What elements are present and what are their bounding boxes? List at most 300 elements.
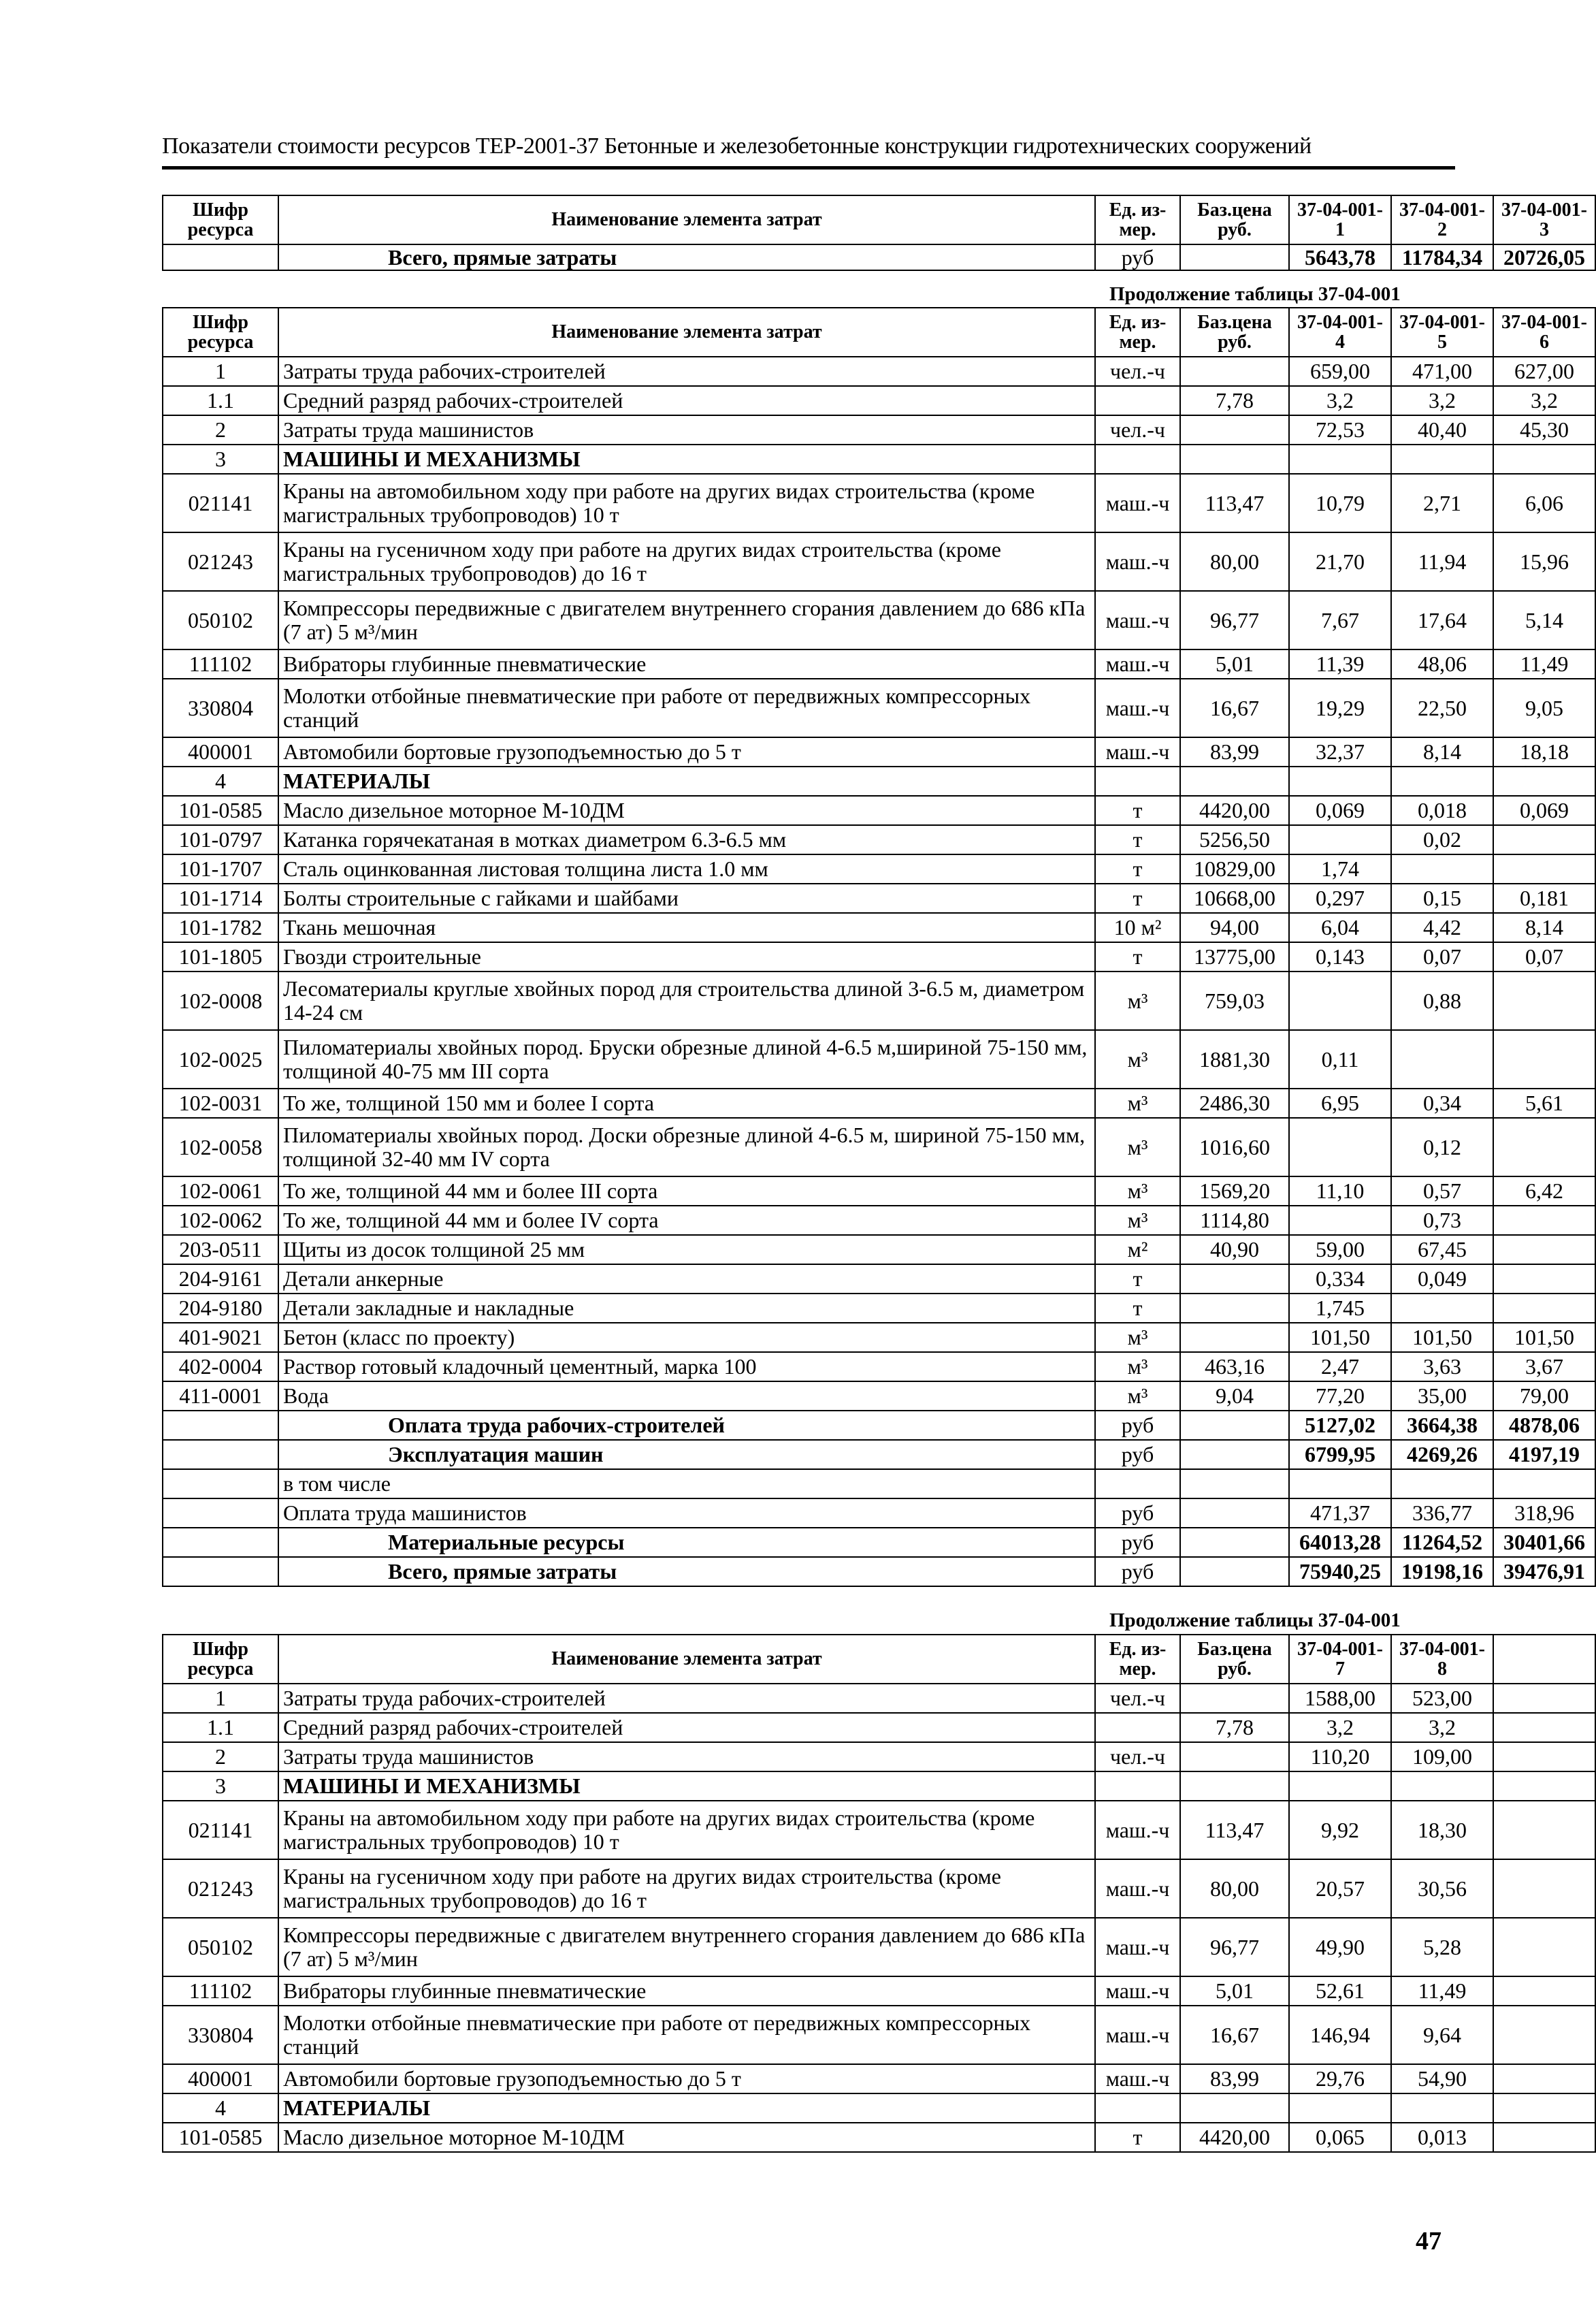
- row-value: 0,57: [1391, 1176, 1493, 1206]
- row-price: [1180, 1411, 1289, 1440]
- table-row: [163, 854, 1595, 884]
- row-code: [163, 1528, 278, 1557]
- row-price: 80,00: [1180, 1859, 1289, 1918]
- row-price: 40,90: [1180, 1235, 1289, 1264]
- row-unit: руб: [1095, 1557, 1180, 1586]
- row-value: 9,64: [1391, 2006, 1493, 2064]
- header-name: Наименование элемента затрат: [278, 195, 1095, 244]
- row-value: 6,95: [1289, 1089, 1391, 1118]
- row-value: [1391, 1294, 1493, 1323]
- row-price: 4420,00: [1180, 2123, 1289, 2152]
- row-value: 2,71: [1391, 474, 1493, 532]
- row-value: 5,14: [1493, 591, 1595, 649]
- row-value: 11,94: [1391, 532, 1493, 591]
- header-unit: Ед. из-мер.: [1095, 195, 1180, 244]
- row-value: 5,28: [1391, 1918, 1493, 1976]
- row-value: 6,42: [1493, 1176, 1595, 1206]
- row-name: Лесоматериалы круглые хвойных пород для строительства длиной 3-6.5 м, диаметром 14-24 см: [278, 972, 1095, 1030]
- table-row: [163, 591, 1595, 649]
- row-value: [1493, 1030, 1595, 1089]
- row-value: 11,49: [1493, 649, 1595, 679]
- table-row: [163, 2093, 1595, 2123]
- row-unit: т: [1095, 825, 1180, 854]
- row-name: Детали закладные и накладные: [278, 1294, 1095, 1323]
- row-name: Затраты труда машинистов: [278, 415, 1095, 445]
- row-price: 4420,00: [1180, 796, 1289, 825]
- row-value: [1493, 1264, 1595, 1294]
- row-name: Детали анкерные: [278, 1264, 1095, 1294]
- row-value: [1289, 972, 1391, 1030]
- table-row: [163, 2123, 1595, 2152]
- row-value: 0,069: [1493, 796, 1595, 825]
- row-code: 101-1714: [163, 884, 278, 913]
- row-empty: [1493, 2064, 1595, 2093]
- row-price: 80,00: [1180, 532, 1289, 591]
- table-row: [163, 386, 1595, 415]
- row-price: 7,78: [1180, 1713, 1289, 1742]
- row-unit: т: [1095, 1264, 1180, 1294]
- table-row: [163, 1469, 1595, 1498]
- row-code: 050102: [163, 591, 278, 649]
- row-price: 94,00: [1180, 913, 1289, 942]
- row-value: [1289, 1118, 1391, 1176]
- row-name: Масло дизельное моторное М-10ДМ: [278, 2123, 1095, 2152]
- row-price: 96,77: [1180, 591, 1289, 649]
- row-unit: [1095, 1469, 1180, 1498]
- row-name: Средний разряд рабочих-строителей: [278, 386, 1095, 415]
- row-value: 4269,26: [1391, 1440, 1493, 1469]
- row-unit: [1095, 386, 1180, 415]
- row-unit: [1095, 445, 1180, 474]
- row-value: 627,00: [1493, 357, 1595, 386]
- row-code: 1: [163, 357, 278, 386]
- row-value: 9,05: [1493, 679, 1595, 737]
- table-row: [163, 1264, 1595, 1294]
- table-row: [163, 2006, 1595, 2064]
- row-code: 101-0797: [163, 825, 278, 854]
- row-name: Масло дизельное моторное М-10ДМ: [278, 796, 1095, 825]
- row-value: [1289, 1469, 1391, 1498]
- row-value: 0,143: [1289, 942, 1391, 972]
- row-value: 0,34: [1391, 1089, 1493, 1118]
- row-value: 3,2: [1391, 386, 1493, 415]
- row-code: 102-0031: [163, 1089, 278, 1118]
- table-row: [163, 1381, 1595, 1411]
- row-value: 35,00: [1391, 1381, 1493, 1411]
- row-value: [1289, 1771, 1391, 1801]
- table-row: [163, 1801, 1595, 1859]
- row-name: Катанка горячекатаная в мотках диаметром 6.3-6.5 мм: [278, 825, 1095, 854]
- row-value: [1493, 1235, 1595, 1264]
- table-row: [163, 1918, 1595, 1976]
- row-value: [1289, 2093, 1391, 2123]
- row-unit: т: [1095, 854, 1180, 884]
- row-code: 3: [163, 1771, 278, 1801]
- row-code: 204-9161: [163, 1264, 278, 1294]
- row-value: 45,30: [1493, 415, 1595, 445]
- table-row: [163, 445, 1595, 474]
- header-unit: Ед. из-мер.: [1095, 308, 1180, 357]
- row-value: 101,50: [1391, 1323, 1493, 1352]
- row-price: 16,67: [1180, 2006, 1289, 2064]
- row-code: 021243: [163, 1859, 278, 1918]
- row-unit: м³: [1095, 972, 1180, 1030]
- row-unit: руб: [1095, 1411, 1180, 1440]
- header-price: Баз.цена руб.: [1180, 195, 1289, 244]
- header-col-37-04-001-1: 37-04-001-1: [1289, 195, 1391, 244]
- header-rule: [162, 166, 1455, 170]
- row-unit: м³: [1095, 1089, 1180, 1118]
- row-value: [1493, 1118, 1595, 1176]
- row-price: [1180, 767, 1289, 796]
- row-name: Оплата труда рабочих-строителей: [278, 1411, 1095, 1440]
- row-value: 10,79: [1289, 474, 1391, 532]
- row-name: Автомобили бортовые грузоподъемностью до 5 т: [278, 2064, 1095, 2093]
- row-code: 101-1782: [163, 913, 278, 942]
- header-row: [163, 195, 1595, 244]
- row-name: Затраты труда рабочих-строителей: [278, 357, 1095, 386]
- row-price: 9,04: [1180, 1381, 1289, 1411]
- table-row: [163, 1498, 1595, 1528]
- header-price: Баз.цена руб.: [1180, 308, 1289, 357]
- row-code: [163, 1469, 278, 1498]
- row-value: 4197,19: [1493, 1440, 1595, 1469]
- table-row: [163, 1557, 1595, 1586]
- row-value: 8,14: [1493, 913, 1595, 942]
- row-unit: м³: [1095, 1118, 1180, 1176]
- row-name: МАТЕРИАЛЫ: [278, 767, 1095, 796]
- row-code: 021141: [163, 474, 278, 532]
- row-price: [1180, 1528, 1289, 1557]
- row-value: 0,15: [1391, 884, 1493, 913]
- header-col-37-04-001-6: 37-04-001-6: [1493, 308, 1595, 357]
- row-unit: м³: [1095, 1381, 1180, 1411]
- row-value: [1391, 854, 1493, 884]
- row-empty: [1493, 1742, 1595, 1771]
- row-unit: м³: [1095, 1030, 1180, 1089]
- row-value: [1493, 445, 1595, 474]
- row-price: [1180, 2093, 1289, 2123]
- row-value: 75940,25: [1289, 1557, 1391, 1586]
- row-name: Краны на гусеничном ходу при работе на других видах строительства (кроме магистральных трубопроводов) до 16 т: [278, 532, 1095, 591]
- row-value: 30401,66: [1493, 1528, 1595, 1557]
- row-unit: т: [1095, 796, 1180, 825]
- row-value: 0,07: [1391, 942, 1493, 972]
- row-code: 102-0062: [163, 1206, 278, 1235]
- row-unit: чел.-ч: [1095, 1742, 1180, 1771]
- row-value: 0,334: [1289, 1264, 1391, 1294]
- row-value: 0,02: [1391, 825, 1493, 854]
- row-value: 11,39: [1289, 649, 1391, 679]
- row-value: 0,181: [1493, 884, 1595, 913]
- header-col-37-04-001-4: 37-04-001-4: [1289, 308, 1391, 357]
- row-unit: чел.-ч: [1095, 415, 1180, 445]
- cost-table-1: [162, 195, 1596, 271]
- row-value: 0,018: [1391, 796, 1493, 825]
- row-unit: чел.-ч: [1095, 357, 1180, 386]
- row-value: [1391, 445, 1493, 474]
- row-unit: м³: [1095, 1352, 1180, 1381]
- row-value: 49,90: [1289, 1918, 1391, 1976]
- row-value: 0,297: [1289, 884, 1391, 913]
- row-unit: маш.-ч: [1095, 737, 1180, 767]
- row-price: 1016,60: [1180, 1118, 1289, 1176]
- row-value: [1493, 972, 1595, 1030]
- row-value: [1493, 767, 1595, 796]
- header-name: Наименование элемента затрат: [278, 1635, 1095, 1684]
- row-name: Ткань мешочная: [278, 913, 1095, 942]
- row-value: 54,90: [1391, 2064, 1493, 2093]
- row-value: 20,57: [1289, 1859, 1391, 1918]
- row-unit: т: [1095, 2123, 1180, 2152]
- table-row: [163, 1742, 1595, 1771]
- row-name: То же, толщиной 150 мм и более I сорта: [278, 1089, 1095, 1118]
- row-unit: м²: [1095, 1235, 1180, 1264]
- row-empty: [1493, 1976, 1595, 2006]
- header-price: Баз.цена руб.: [1180, 1635, 1289, 1684]
- row-value: [1493, 854, 1595, 884]
- row-value: 5643,78: [1289, 244, 1391, 270]
- row-unit: маш.-ч: [1095, 532, 1180, 591]
- table-3-caption: Продолжение таблицы 37-04-001: [1109, 1609, 1401, 1631]
- row-value: [1391, 1030, 1493, 1089]
- row-value: [1391, 2093, 1493, 2123]
- row-value: 77,20: [1289, 1381, 1391, 1411]
- row-value: [1289, 767, 1391, 796]
- row-code: 021243: [163, 532, 278, 591]
- row-price: [1180, 244, 1289, 270]
- row-value: 59,00: [1289, 1235, 1391, 1264]
- row-value: 19,29: [1289, 679, 1391, 737]
- table-row: [163, 1323, 1595, 1352]
- row-price: 463,16: [1180, 1352, 1289, 1381]
- row-code: 400001: [163, 2064, 278, 2093]
- table-row: [163, 649, 1595, 679]
- row-name: Материальные ресурсы: [278, 1528, 1095, 1557]
- row-value: 11784,34: [1391, 244, 1493, 270]
- row-code: 1.1: [163, 386, 278, 415]
- row-name: Молотки отбойные пневматические при работе от передвижных компрессорных станций: [278, 679, 1095, 737]
- row-value: 101,50: [1493, 1323, 1595, 1352]
- table-row: [163, 1976, 1595, 2006]
- row-unit: руб: [1095, 1440, 1180, 1469]
- table-row: [163, 884, 1595, 913]
- table-row: [163, 1771, 1595, 1801]
- table-row: [163, 1713, 1595, 1742]
- row-unit: маш.-ч: [1095, 649, 1180, 679]
- row-code: [163, 1557, 278, 1586]
- row-price: [1180, 1684, 1289, 1713]
- row-code: 021141: [163, 1801, 278, 1859]
- row-code: 102-0061: [163, 1176, 278, 1206]
- row-value: 39476,91: [1493, 1557, 1595, 1586]
- header-empty: [1493, 1635, 1595, 1684]
- row-value: 3,2: [1493, 386, 1595, 415]
- row-value: 64013,28: [1289, 1528, 1391, 1557]
- row-code: 101-0585: [163, 796, 278, 825]
- row-price: 1569,20: [1180, 1176, 1289, 1206]
- row-price: 5,01: [1180, 649, 1289, 679]
- row-code: [163, 1498, 278, 1528]
- row-price: 83,99: [1180, 737, 1289, 767]
- row-empty: [1493, 1713, 1595, 1742]
- row-price: 1114,80: [1180, 1206, 1289, 1235]
- row-price: 10668,00: [1180, 884, 1289, 913]
- row-price: [1180, 445, 1289, 474]
- row-price: 5256,50: [1180, 825, 1289, 854]
- row-name: Вибраторы глубинные пневматические: [278, 1976, 1095, 2006]
- row-name: МАТЕРИАЛЫ: [278, 2093, 1095, 2123]
- row-value: [1391, 1771, 1493, 1801]
- table-row: [163, 1030, 1595, 1089]
- header-col-37-04-001-2: 37-04-001-2: [1391, 195, 1493, 244]
- row-price: [1180, 415, 1289, 445]
- row-name: Компрессоры передвижные с двигателем внутреннего сгорания давлением до 686 кПа (7 ат) 5 м³/мин: [278, 1918, 1095, 1976]
- row-code: [163, 1411, 278, 1440]
- row-price: 5,01: [1180, 1976, 1289, 2006]
- row-unit: чел.-ч: [1095, 1684, 1180, 1713]
- row-value: [1493, 1469, 1595, 1498]
- table-row: [163, 825, 1595, 854]
- row-price: 113,47: [1180, 474, 1289, 532]
- row-value: 11,10: [1289, 1176, 1391, 1206]
- row-unit: маш.-ч: [1095, 2006, 1180, 2064]
- header-name: Наименование элемента затрат: [278, 308, 1095, 357]
- row-name: Краны на автомобильном ходу при работе на других видах строительства (кроме магистральных трубопроводов) 10 т: [278, 1801, 1095, 1859]
- table-row: [163, 767, 1595, 796]
- row-code: 111102: [163, 1976, 278, 2006]
- row-unit: м³: [1095, 1206, 1180, 1235]
- table-row: [163, 357, 1595, 386]
- table-2-caption: Продолжение таблицы 37-04-001: [1109, 283, 1401, 305]
- row-code: 1: [163, 1684, 278, 1713]
- row-unit: [1095, 1771, 1180, 1801]
- header-code: Шифр ресурса: [163, 308, 278, 357]
- header-code: Шифр ресурса: [163, 1635, 278, 1684]
- row-name: Щиты из досок толщиной 25 мм: [278, 1235, 1095, 1264]
- row-name: Болты строительные с гайками и шайбами: [278, 884, 1095, 913]
- row-value: 5,61: [1493, 1089, 1595, 1118]
- table-row: [163, 532, 1595, 591]
- table-row: [163, 1176, 1595, 1206]
- table-row: [163, 1440, 1595, 1469]
- row-price: [1180, 1469, 1289, 1498]
- row-name: Бетон (класс по проекту): [278, 1323, 1095, 1352]
- row-price: 1881,30: [1180, 1030, 1289, 1089]
- table-row: [163, 415, 1595, 445]
- header-col-37-04-001-7: 37-04-001-7: [1289, 1635, 1391, 1684]
- row-value: 18,18: [1493, 737, 1595, 767]
- table-row: [163, 942, 1595, 972]
- row-value: 110,20: [1289, 1742, 1391, 1771]
- row-value: 6,06: [1493, 474, 1595, 532]
- row-value: 146,94: [1289, 2006, 1391, 2064]
- row-name: Сталь оцинкованная листовая толщина листа 1.0 мм: [278, 854, 1095, 884]
- row-price: [1180, 1440, 1289, 1469]
- row-unit: т: [1095, 942, 1180, 972]
- table-row: [163, 913, 1595, 942]
- row-unit: маш.-ч: [1095, 1859, 1180, 1918]
- row-value: 336,77: [1391, 1498, 1493, 1528]
- row-price: [1180, 1771, 1289, 1801]
- row-value: 6799,95: [1289, 1440, 1391, 1469]
- table-row: [163, 1528, 1595, 1557]
- row-code: 4: [163, 2093, 278, 2123]
- row-unit: руб: [1095, 1498, 1180, 1528]
- row-value: [1391, 767, 1493, 796]
- row-code: 204-9180: [163, 1294, 278, 1323]
- header-row: [163, 1635, 1595, 1684]
- row-name: Компрессоры передвижные с двигателем внутреннего сгорания давлением до 686 кПа (7 ат) 5 м³/мин: [278, 591, 1095, 649]
- row-value: 52,61: [1289, 1976, 1391, 2006]
- row-value: 0,013: [1391, 2123, 1493, 2152]
- row-code: 102-0008: [163, 972, 278, 1030]
- row-value: 67,45: [1391, 1235, 1493, 1264]
- row-value: 109,00: [1391, 1742, 1493, 1771]
- header-col-37-04-001-5: 37-04-001-5: [1391, 308, 1493, 357]
- row-value: [1289, 825, 1391, 854]
- row-unit: т: [1095, 1294, 1180, 1323]
- page-header: Показатели стоимости ресурсов ТЕР-2001-37 Бетонные и железобетонные конструкции гидротехнических сооружений: [162, 133, 1312, 159]
- row-price: 13775,00: [1180, 942, 1289, 972]
- row-value: [1289, 1206, 1391, 1235]
- table-row: [163, 1859, 1595, 1918]
- row-value: [1493, 825, 1595, 854]
- row-code: 050102: [163, 1918, 278, 1976]
- header-col-37-04-001-8: 37-04-001-8: [1391, 1635, 1493, 1684]
- row-code: 3: [163, 445, 278, 474]
- row-code: 4: [163, 767, 278, 796]
- row-value: 1,745: [1289, 1294, 1391, 1323]
- row-value: 21,70: [1289, 532, 1391, 591]
- row-value: 3664,38: [1391, 1411, 1493, 1440]
- row-unit: т: [1095, 884, 1180, 913]
- row-price: 96,77: [1180, 1918, 1289, 1976]
- row-value: 30,56: [1391, 1859, 1493, 1918]
- row-code: 102-0025: [163, 1030, 278, 1089]
- row-value: 0,12: [1391, 1118, 1493, 1176]
- row-value: 18,30: [1391, 1801, 1493, 1859]
- row-code: 2: [163, 1742, 278, 1771]
- row-value: 0,88: [1391, 972, 1493, 1030]
- row-price: 759,03: [1180, 972, 1289, 1030]
- row-value: 7,67: [1289, 591, 1391, 649]
- row-value: 9,92: [1289, 1801, 1391, 1859]
- row-code: [163, 244, 278, 270]
- row-value: 659,00: [1289, 357, 1391, 386]
- row-name: Всего, прямые затраты: [278, 244, 1095, 270]
- table-row: [163, 244, 1595, 270]
- row-value: 17,64: [1391, 591, 1493, 649]
- row-code: 330804: [163, 2006, 278, 2064]
- row-value: 6,04: [1289, 913, 1391, 942]
- row-value: 40,40: [1391, 415, 1493, 445]
- row-price: [1180, 1323, 1289, 1352]
- row-unit: маш.-ч: [1095, 591, 1180, 649]
- table-row: [163, 1118, 1595, 1176]
- row-code: 102-0058: [163, 1118, 278, 1176]
- row-unit: м³: [1095, 1176, 1180, 1206]
- row-code: 400001: [163, 737, 278, 767]
- row-price: [1180, 1557, 1289, 1586]
- row-name: Пиломатериалы хвойных пород. Доски обрезные длиной 4-6.5 м, шириной 75-150 мм, толщиной 32-40 мм IV сорта: [278, 1118, 1095, 1176]
- row-name: То же, толщиной 44 мм и более III сорта: [278, 1176, 1095, 1206]
- row-value: 2,47: [1289, 1352, 1391, 1381]
- row-value: 471,00: [1391, 357, 1493, 386]
- row-unit: маш.-ч: [1095, 2064, 1180, 2093]
- row-price: 16,67: [1180, 679, 1289, 737]
- row-code: 101-0585: [163, 2123, 278, 2152]
